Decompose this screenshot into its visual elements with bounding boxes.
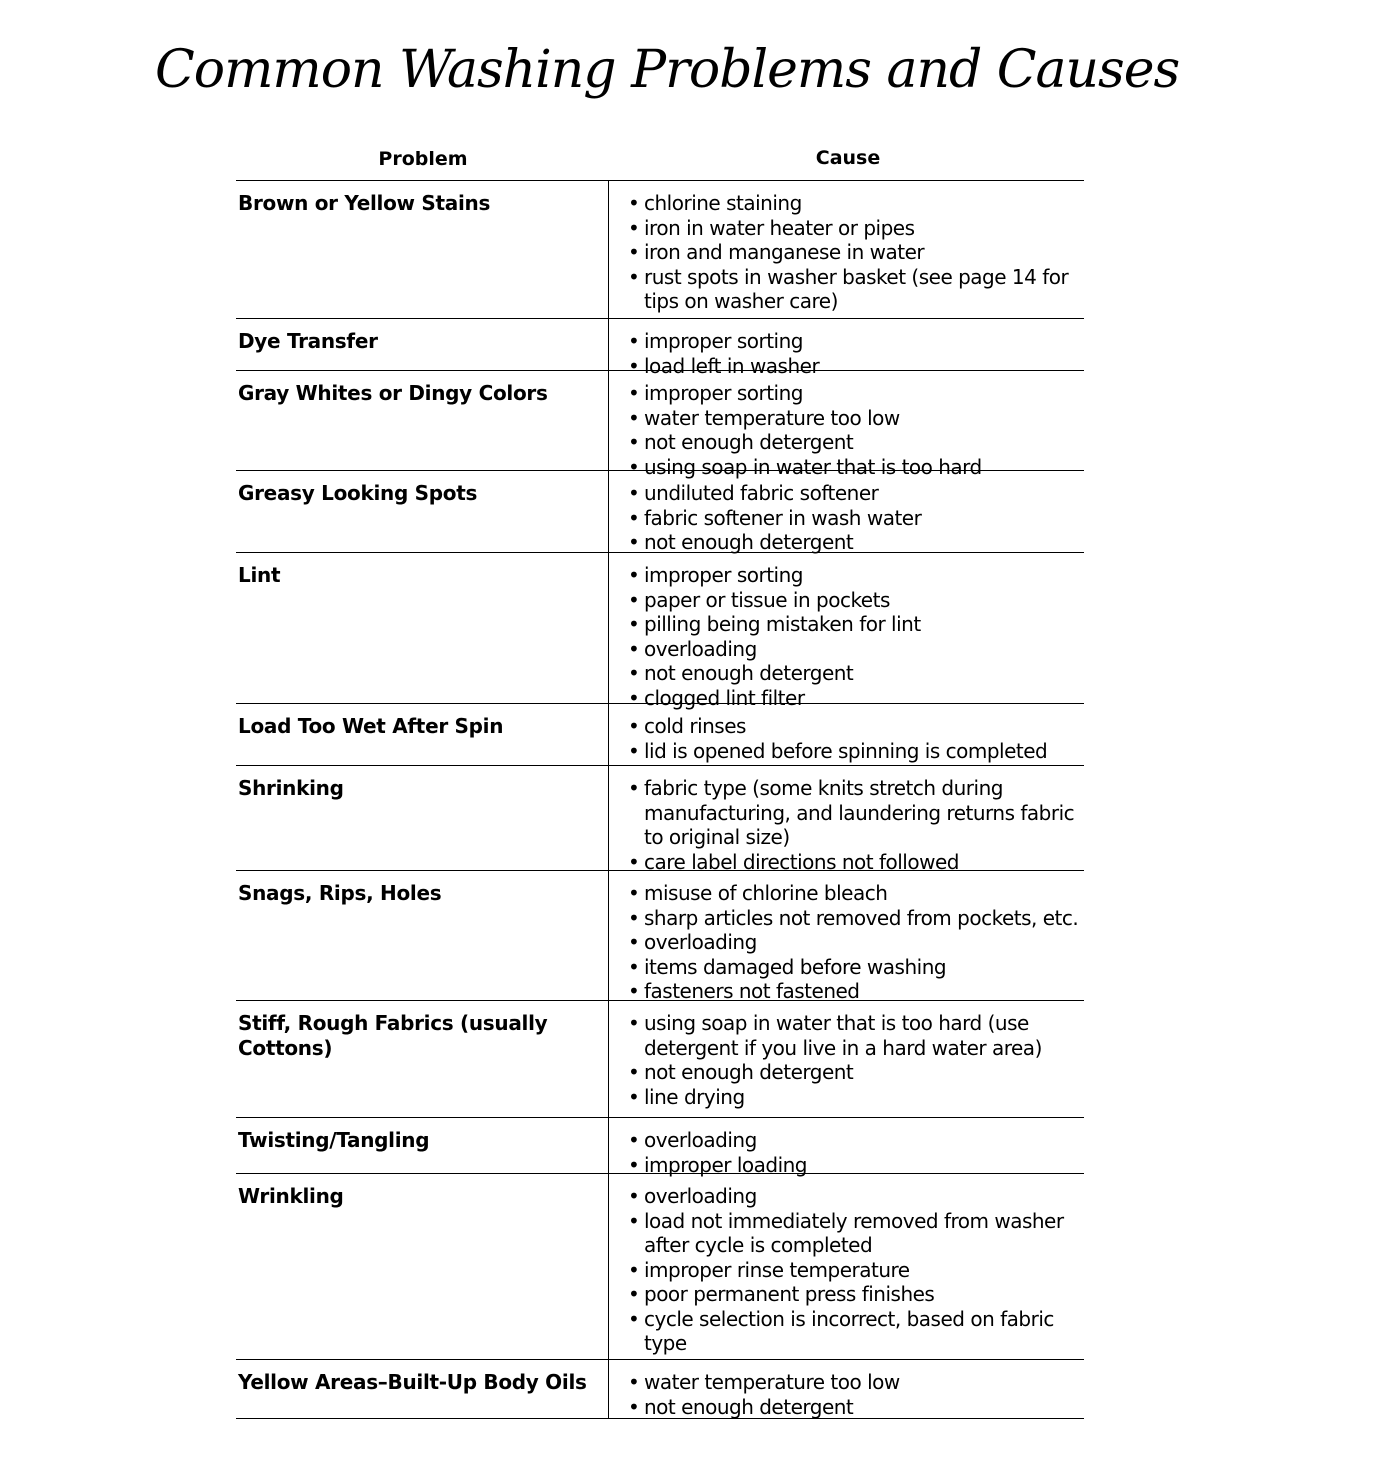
- problem-label: Wrinkling: [238, 1184, 344, 1208]
- cause-item: • cycle selection is incorrect, based on fabric type: [628, 1307, 1098, 1356]
- cause-item: • iron in water heater or pipes: [628, 216, 1098, 241]
- cause-item: • overloading: [628, 1184, 1098, 1209]
- row-separator: [236, 703, 1084, 704]
- cause-item: • overloading: [628, 930, 1098, 955]
- row-separator: [236, 1359, 1084, 1360]
- problem-label: Load Too Wet After Spin: [238, 714, 504, 738]
- cause-item: • using soap in water that is too hard: [628, 455, 1098, 480]
- problem-label: Snags, Rips, Holes: [238, 881, 442, 905]
- cause-item: • not enough detergent: [628, 1395, 1098, 1420]
- cause-item: • improper rinse temperature: [628, 1258, 1098, 1283]
- cause-list: [628, 881, 1098, 1004]
- cause-list: [628, 381, 1098, 479]
- problem-column-header: Problem: [378, 148, 468, 170]
- problem-label: Gray Whites or Dingy Colors: [238, 381, 548, 405]
- row-separator: [236, 1000, 1084, 1001]
- cause-item: • undiluted fabric softener: [628, 481, 1098, 506]
- cause-item: • fasteners not fastened: [628, 979, 1098, 1004]
- cause-item: • overloading: [628, 637, 1098, 662]
- cause-item: • water temperature too low: [628, 1370, 1098, 1395]
- problem-label: Stiff, Rough Fabrics (usually Cottons): [238, 1011, 548, 1060]
- cause-item: • care label directions not followed: [628, 850, 1098, 875]
- cause-list: [628, 1184, 1098, 1356]
- problem-label: Shrinking: [238, 776, 344, 800]
- problem-label: Greasy Looking Spots: [238, 481, 478, 505]
- cause-item: • clogged lint filter: [628, 686, 1098, 711]
- cause-list: [628, 1370, 1098, 1419]
- cause-item: • improper sorting: [628, 563, 1098, 588]
- cause-item: • rust spots in washer basket (see page 14 for tips on washer care): [628, 265, 1098, 314]
- cause-list: [628, 563, 1098, 710]
- cause-item: • chlorine staining: [628, 191, 1098, 216]
- cause-list: [628, 776, 1098, 874]
- row-separator: [236, 870, 1084, 871]
- row-separator: [236, 1418, 1084, 1419]
- header-rule: [236, 180, 1084, 181]
- row-separator: [236, 370, 1084, 371]
- row-separator: [236, 470, 1084, 471]
- cause-item: • poor permanent press finishes: [628, 1282, 1098, 1307]
- problem-label: Twisting/Tangling: [238, 1128, 430, 1152]
- problem-label: Brown or Yellow Stains: [238, 191, 491, 215]
- cause-item: • line drying: [628, 1085, 1098, 1110]
- cause-item: • fabric softener in wash water: [628, 506, 1098, 531]
- problem-label: Lint: [238, 563, 281, 587]
- cause-list: [628, 481, 1098, 555]
- cause-item: • pilling being mistaken for lint: [628, 612, 1098, 637]
- cause-item: • not enough detergent: [628, 1060, 1098, 1085]
- row-separator: [236, 1117, 1084, 1118]
- cause-item: • overloading: [628, 1128, 1098, 1153]
- cause-item: • improper loading: [628, 1153, 1098, 1178]
- cause-list: [628, 191, 1098, 314]
- cause-item: • not enough detergent: [628, 661, 1098, 686]
- cause-item: • iron and manganese in water: [628, 240, 1098, 265]
- row-separator: [236, 1173, 1084, 1174]
- cause-item: • water temperature too low: [628, 406, 1098, 431]
- cause-item: • not enough detergent: [628, 530, 1098, 555]
- row-separator: [236, 318, 1084, 319]
- cause-item: • items damaged before washing: [628, 955, 1098, 980]
- cause-list: [628, 1011, 1098, 1109]
- problem-label: Yellow Areas–Built-Up Body Oils: [238, 1370, 587, 1394]
- cause-item: • paper or tissue in pockets: [628, 588, 1098, 613]
- problem-label: Dye Transfer: [238, 329, 378, 353]
- cause-item: • load left in washer: [628, 354, 1098, 379]
- cause-item: • load not immediately removed from washer after cycle is completed: [628, 1209, 1098, 1258]
- cause-list: [628, 714, 1098, 763]
- row-separator: [236, 765, 1084, 766]
- cause-item: • using soap in water that is too hard (use detergent if you live in a hard water area): [628, 1011, 1098, 1060]
- cause-column-header: Cause: [815, 147, 881, 169]
- column-divider: [608, 180, 609, 1418]
- cause-item: • sharp articles not removed from pockets, etc.: [628, 906, 1098, 931]
- cause-item: • not enough detergent: [628, 430, 1098, 455]
- cause-item: • improper sorting: [628, 381, 1098, 406]
- cause-item: • cold rinses: [628, 714, 1098, 739]
- cause-item: • lid is opened before spinning is completed: [628, 739, 1098, 764]
- row-separator: [236, 552, 1084, 553]
- cause-item: • fabric type (some knits stretch during manufacturing, and laundering returns fabric to original size): [628, 776, 1098, 850]
- page-title: Common Washing Problems and Causes: [155, 40, 1180, 100]
- cause-list: [628, 1128, 1098, 1177]
- cause-item: • misuse of chlorine bleach: [628, 881, 1098, 906]
- cause-item: • improper sorting: [628, 329, 1098, 354]
